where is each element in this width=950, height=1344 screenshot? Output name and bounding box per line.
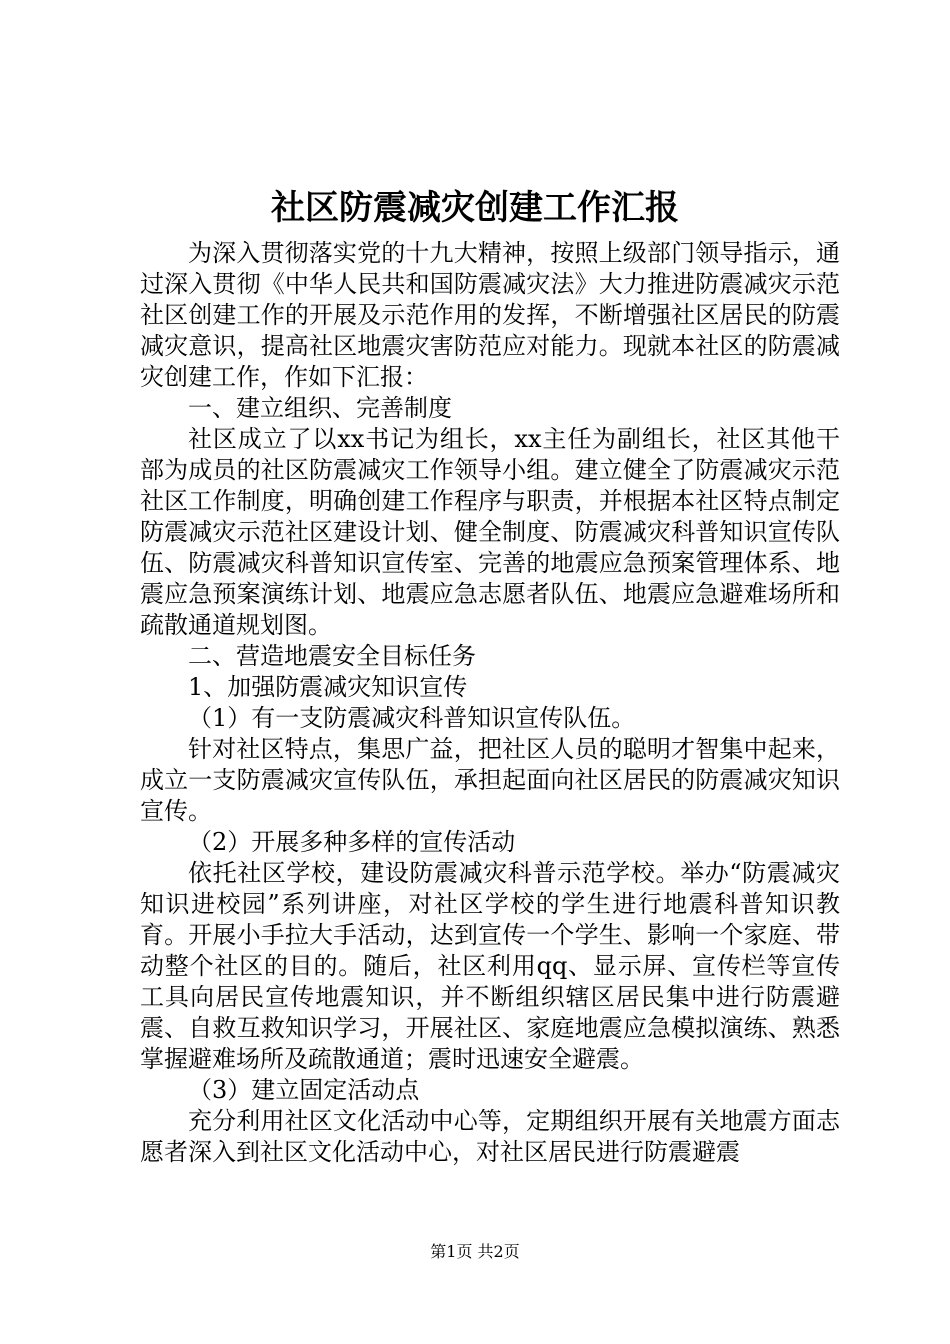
paragraph-activity-point: 充分利用社区文化活动中心等，定期组织开展有关地震方面志愿者深入到社区文化活动中心，对社区居民进行防震避震 (140, 1107, 840, 1166)
heading-item-3: （3）建立固定活动点 (188, 1076, 420, 1104)
paragraph-intro: 为深入贯彻落实党的十九大精神，按照上级部门领导指示，通过深入贯彻《中华人民共和国防震减灾法》大力推进防震减灾示范社区创建工作的开展及示范作用的发挥，不断增强社区居民的防震减灾意识，提高社区地震灾害防范应对能力。现就本社区的防震减灾创建工作，作如下汇报： (140, 239, 840, 391)
heading-subsection-1: 1、加强防震减灾知识宣传 (188, 673, 468, 701)
page-footer: 第1页 共2页 (430, 1242, 520, 1261)
heading-item-1: （1）有一支防震减灾科普知识宣传队伍。 (188, 704, 636, 732)
paragraph-team: 针对社区特点，集思广益，把社区人员的聪明才智集中起来，成立一支防震减灾宣传队伍，承担起面向社区居民的防震减灾知识宣传。 (140, 735, 840, 825)
heading-section-2: 二、营造地震安全目标任务 (188, 642, 476, 670)
document-body (140, 238, 840, 1168)
paragraph-organization: 社区成立了以xx书记为组长，xx主任为副组长，社区其他干部为成员的社区防震减灾工作领导小组。建立健全了防震减灾示范社区工作制度，明确创建工作程序与职责，并根据本社区特点制定防震减灾示范社区建设计划、健全制度、防震减灾科普知识宣传队伍、防震减灾科普知识宣传室、完善的地震应急预案管理体系、地震应急预案演练计划、地震应急志愿者队伍、地震应急避难场所和疏散通道规划图。 (140, 425, 840, 639)
heading-section-1: 一、建立组织、完善制度 (188, 394, 452, 422)
document-title: 社区防震减灾创建工作汇报 (271, 188, 679, 228)
heading-item-2: （2）开展多种多样的宣传活动 (188, 828, 516, 856)
paragraph-activities: 依托社区学校，建设防震减灾科普示范学校。举办“防震减灾知识进校园”系列讲座，对社区学校的学生进行地震科普知识教育。开展小手拉大手活动，达到宣传一个学生、影响一个家庭、带动整个社区的目的。随后，社区利用qq、显示屏、宣传栏等宣传工具向居民宣传地震知识，并不断组织辖区居民集中进行防震避震、自救互救知识学习，开展社区、家庭地震应急模拟演练、熟悉掌握避难场所及疏散通道；震时迅速安全避震。 (140, 859, 840, 1073)
